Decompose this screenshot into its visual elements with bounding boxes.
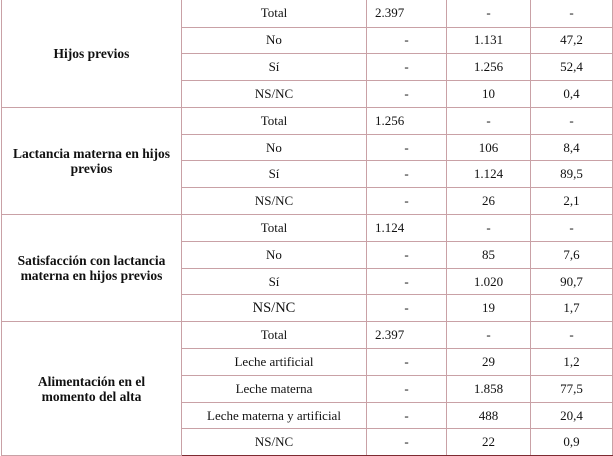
n-cell: 1.256 — [447, 54, 531, 81]
total-cell: - — [367, 81, 447, 108]
table-row — [2, 107, 613, 134]
pct-cell: 1,2 — [531, 349, 613, 376]
total-cell: - — [367, 188, 447, 215]
n-cell: - — [447, 215, 531, 242]
group-label-hijos-previos: Hijos previos — [2, 0, 182, 107]
pct-cell: 47,2 — [531, 27, 613, 54]
pct-cell: 90,7 — [531, 268, 613, 295]
n-cell: 1.858 — [447, 375, 531, 402]
pct-cell: 0,4 — [531, 81, 613, 108]
total-cell: - — [367, 402, 447, 429]
group-label-lactancia-materna: Lactancia materna en hijos previos — [2, 107, 182, 214]
category-cell: No — [182, 27, 367, 54]
total-cell: 1.124 — [367, 215, 447, 242]
total-cell: - — [367, 375, 447, 402]
total-cell: - — [367, 134, 447, 161]
n-cell: 488 — [447, 402, 531, 429]
category-cell: Leche materna y artificial — [182, 402, 367, 429]
n-cell: - — [447, 107, 531, 134]
pct-cell: 2,1 — [531, 188, 613, 215]
n-cell: 22 — [447, 429, 531, 456]
total-cell: - — [367, 268, 447, 295]
category-cell: Sí — [182, 161, 367, 188]
pct-cell: 77,5 — [531, 375, 613, 402]
n-cell: 1.131 — [447, 27, 531, 54]
category-cell: Total — [182, 107, 367, 134]
category-cell: NS/NC — [182, 81, 367, 108]
pct-cell: 7,6 — [531, 241, 613, 268]
pct-cell: 8,4 — [531, 134, 613, 161]
n-cell: 1.124 — [447, 161, 531, 188]
category-cell: Sí — [182, 54, 367, 81]
total-cell: 2.397 — [367, 0, 447, 27]
category-cell: Total — [182, 215, 367, 242]
n-cell: 1.020 — [447, 268, 531, 295]
total-cell: - — [367, 54, 447, 81]
n-cell: 29 — [447, 349, 531, 376]
pct-cell: 1,7 — [531, 295, 613, 322]
n-cell: - — [447, 0, 531, 27]
total-cell: - — [367, 349, 447, 376]
table-row — [2, 322, 613, 349]
category-cell: Sí — [182, 268, 367, 295]
category-cell: Total — [182, 322, 367, 349]
n-cell: 26 — [447, 188, 531, 215]
pct-cell: - — [531, 107, 613, 134]
category-cell: No — [182, 241, 367, 268]
table-row — [2, 0, 613, 27]
n-cell: - — [447, 322, 531, 349]
total-cell: - — [367, 429, 447, 456]
n-cell: 19 — [447, 295, 531, 322]
group-label-alimentacion: Alimentación en el momento del alta — [2, 322, 182, 456]
total-cell: 2.397 — [367, 322, 447, 349]
pct-cell: - — [531, 0, 613, 27]
pct-cell: - — [531, 322, 613, 349]
pct-cell: 20,4 — [531, 402, 613, 429]
total-cell: 1.256 — [367, 107, 447, 134]
category-cell: No — [182, 134, 367, 161]
pct-cell: - — [531, 215, 613, 242]
table-row — [2, 215, 613, 242]
n-cell: 106 — [447, 134, 531, 161]
n-cell: 85 — [447, 241, 531, 268]
total-cell: - — [367, 241, 447, 268]
category-cell: Total — [182, 0, 367, 27]
total-cell: - — [367, 27, 447, 54]
data-table — [1, 0, 613, 456]
n-cell: 10 — [447, 81, 531, 108]
total-cell: - — [367, 295, 447, 322]
category-cell: Leche artificial — [182, 349, 367, 376]
category-cell: NS/NC — [182, 188, 367, 215]
category-cell: NS/NC — [182, 295, 367, 322]
group-label-satisfaccion: Satisfacción con lactancia materna en hijos previos — [2, 215, 182, 322]
total-cell: - — [367, 161, 447, 188]
category-cell: NS/NC — [182, 429, 367, 456]
pct-cell: 89,5 — [531, 161, 613, 188]
pct-cell: 52,4 — [531, 54, 613, 81]
category-cell: Leche materna — [182, 375, 367, 402]
pct-cell: 0,9 — [531, 429, 613, 456]
